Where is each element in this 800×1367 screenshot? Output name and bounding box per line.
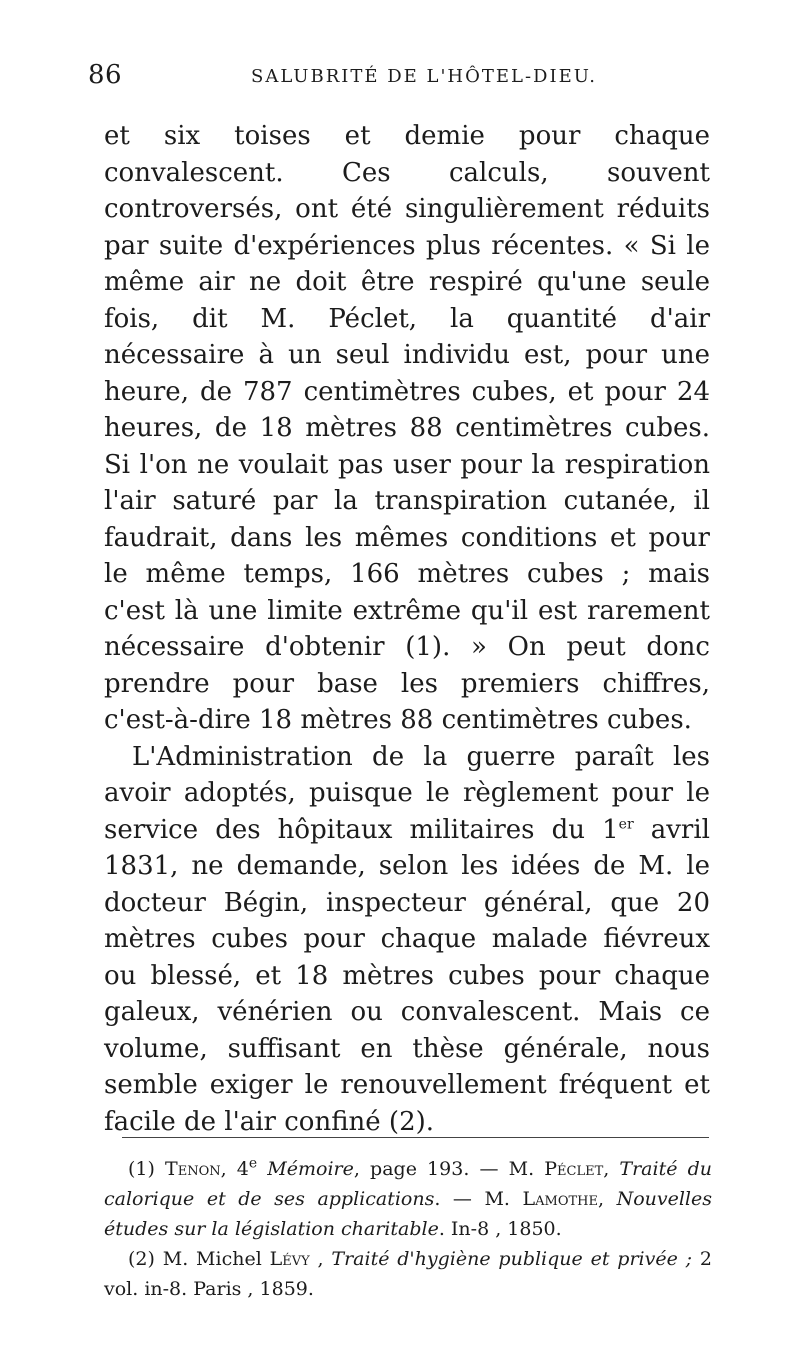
- footnote-1: [104, 1154, 712, 1244]
- footnote-2: [104, 1244, 712, 1304]
- paragraph-1: et six toises et demie pour chaque convalescent. Ces calculs, souvent controversés, ont été singulièrement réduits par suite d'expériences plus récentes. « Si le même air ne doit être respiré qu'une seule fois, dit M. Péclet, la quantité d'air nécessaire à un seul individu est, pour une heure, de 787 centimètres cubes, et pour 24 heures, de 18 mètres 88 centimètres cubes. Si l'on ne voulait pas user pour la respiration l'air saturé par la transpiration cutanée, il faudrait, dans les mêmes conditions et pour le même temps, 166 mètres cubes ; mais c'est là une limite extrême qu'il est rarement nécessaire d'obtenir (1). » On peut donc prendre pour base les premiers chiffres, c'est-à-dire 18 mètres 88 centimètres cubes.: [104, 121, 710, 735]
- paragraph-2-part-a: L'Administration de la guerre paraît les avoir adoptés, puisque le règlement pour le service des hôpitaux militaires du 1: [104, 741, 710, 845]
- footnote-1-sep-2: ,: [603, 1158, 620, 1180]
- footnote-1-sep-4: ,: [597, 1188, 617, 1210]
- footnote-1-title-nouvelles: Nouvelles études sur la législation charitable: [104, 1188, 712, 1240]
- running-title: SALUBRITÉ DE L'HÔTEL-DIEU.: [251, 66, 597, 87]
- paragraph-2: [104, 739, 710, 1141]
- footnote-1-title-traite: Traité du calorique et de ses applications: [104, 1158, 712, 1210]
- main-text: [104, 118, 710, 1140]
- footnote-1-number: (1): [128, 1158, 166, 1180]
- footnote-1-page: , page 193. — M.: [353, 1158, 545, 1180]
- paragraph-2-part-b: avril 1831, ne demande, selon les idées de M. le docteur Bégin, inspecteur général, que 20 mètres cubes pour chaque malade fiévreux ou blessé, et 18 mètres cubes pour chaque galeux, vénérien ou convalescent. Mais ce volume, suffisant en thèse générale, nous semble exiger le renouvellement fréquent et facile de l'air confiné (2).: [104, 814, 710, 1137]
- footnote-1-sep-3: . — M.: [434, 1188, 523, 1210]
- footnote-1-ordinal: 4: [236, 1158, 249, 1180]
- footnote-2-sep: ,: [309, 1248, 332, 1270]
- ordinal-superscript: er: [618, 815, 634, 832]
- footnote-divider: [122, 1137, 709, 1138]
- footnote-2-title: Traité d'hygiène publique et privée ;: [331, 1248, 693, 1270]
- footnote-1-author-tenon: Tenon: [165, 1158, 221, 1180]
- footnote-1-author-lamothe: Lamothe: [522, 1188, 598, 1210]
- footnote-2-author-levy: Lévy: [269, 1248, 310, 1270]
- footnote-1-title-memoire: Mémoire: [257, 1158, 354, 1180]
- page-number: 86: [88, 60, 123, 90]
- footnote-1-end: . In-8 , 1850.: [438, 1218, 562, 1240]
- footnote-1-ordinal-sup: e: [248, 1155, 258, 1172]
- footnote-2-number: (2) M. Michel: [128, 1248, 270, 1270]
- footnote-1-sep-1: ,: [220, 1158, 237, 1180]
- footnote-2-end: 2 vol. in-8. Paris , 1859.: [104, 1248, 712, 1300]
- footnotes: [104, 1154, 712, 1304]
- footnote-1-author-peclet: Péclet: [544, 1158, 604, 1180]
